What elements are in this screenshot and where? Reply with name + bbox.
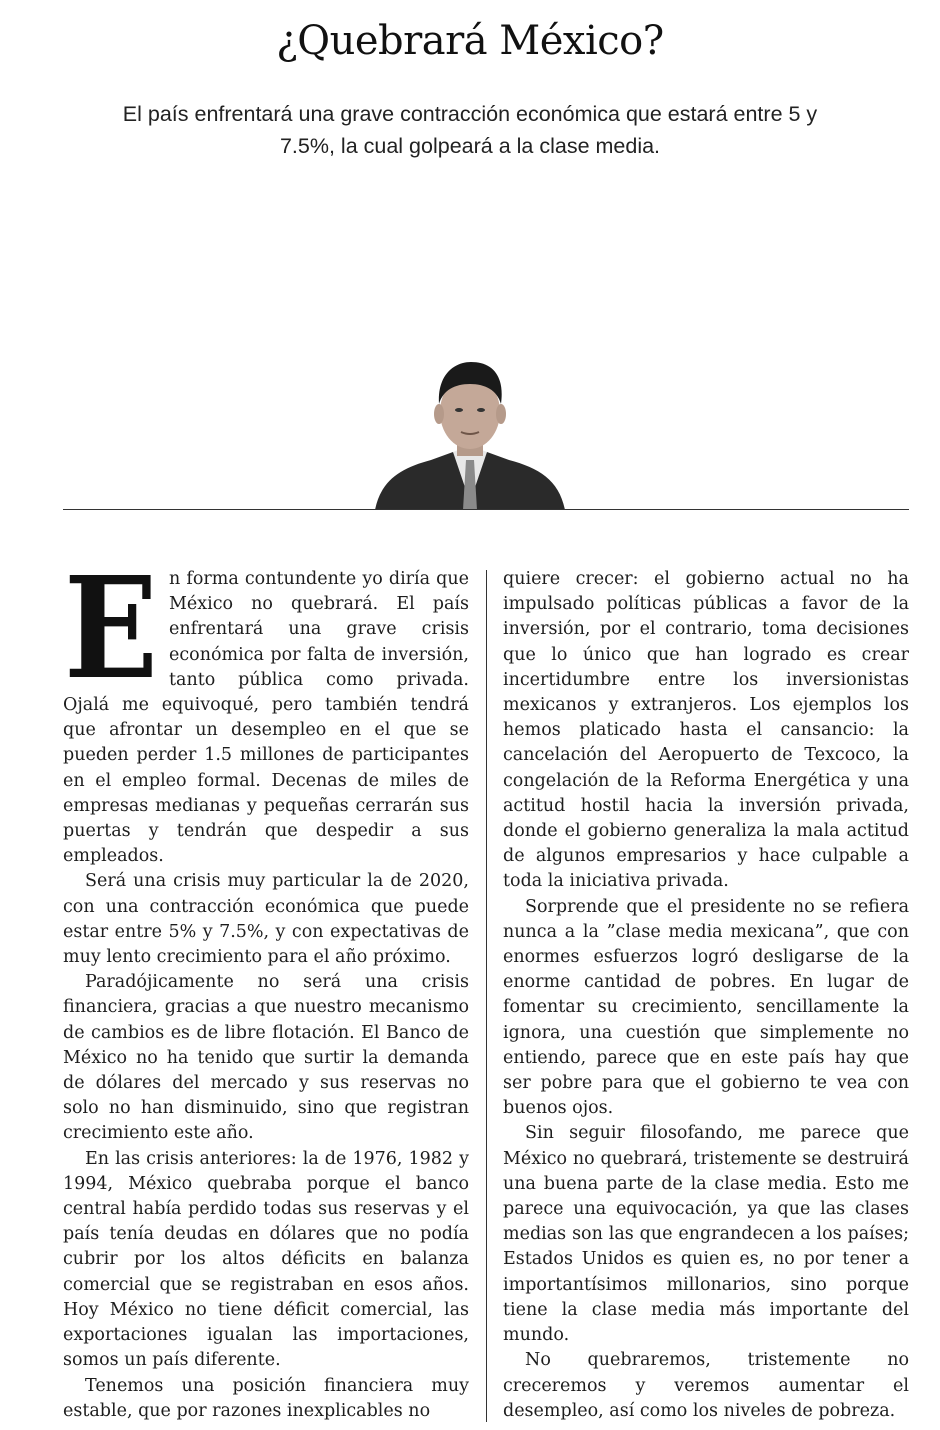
paragraph: quiere crecer: el gobierno actual no ha impulsado políticas públicas a favor de la inversión, por el contrario, toma decisiones que lo único que han logrado es crear incertidumbre entre los inversionistas mexicanos y extranjeros. Los ejemplos los hemos platicado hasta el cansancio: la cancelación del Aeropuerto de Texcoco, la congelación de la Reforma Energética y una actitud hostil hacia la inversión privada, donde el gobierno generaliza la mala actitud de algunos empresarios y hace culpable a toda la iniciativa privada. (503, 569, 909, 892)
paragraph: Sin seguir filosofando, me parece que México no quebrará, tristemente se destruirá una buena parte de la clase media. Esto me parece una equivocación, ya que las clases medias son las que engrandecen a los países; Estados Unidos es quien es, no por tener a importantísimos millonarios, sino porque tiene la clase media más importante del mundo. (503, 1123, 909, 1346)
article-subtitle: El país enfrentará una grave contracción económica que estará entre 5 y 7.5%, la cual golpeará a la clase media. (122, 102, 818, 158)
article-title: ¿Quebrará México? (276, 18, 664, 64)
paragraph: En las crisis anteriores: la de 1976, 1982 y 1994, México quebraba porque el banco central había perdido todas sus reservas y el país tenía deudas en dólares que no podía cubrir por los altos déficits en balanza comercial que se registraban en esos años. Hoy México no tiene déficit comercial, las exportaciones igualan las importaciones, somos un país diferente. (63, 1148, 469, 1371)
paragraph: Será una crisis muy particular la de 2020, con una contracción económica que puede estar entre 5% y 7.5%, y con expectativas de muy lento crecimiento para el año próximo. (63, 871, 469, 968)
drop-cap (63, 547, 159, 711)
header-rule (63, 509, 909, 510)
article-column-right (503, 567, 909, 1424)
column-divider (486, 570, 487, 1422)
paragraph: n forma contundente yo diría que México no quebrará. El país enfrentará una grave crisis económica por falta de inversión, tanto pública como privada. Ojalá me equivoqué, pero también tendrá que afrontar un desempleo en el que se pueden perder 1.5 millones de participantes en el empleo formal. Decenas de miles de empresas medianas y pequeñas cerrarán sus puertas y tendrán que despedir a sus empleados. (63, 569, 469, 867)
article-column-left (63, 547, 469, 1424)
paragraph: No quebraremos, tristemente no creceremos y veremos aumentar el desempleo, así como los niveles de pobreza. (503, 1350, 909, 1421)
author-portrait (373, 352, 567, 510)
drop-cap-letter: E (64, 547, 158, 711)
paragraph: Paradójicamente no será una crisis financiera, gracias a que nuestro mecanismo de cambios es de libre flotación. El Banco de México no ha tenido que surtir la demanda de dólares del mercado y sus reservas no solo no han disminuido, sino que registran crecimiento este año. (63, 972, 469, 1144)
paragraph: Tenemos una posición financiera muy estable, que por razones inexplicables no (63, 1375, 469, 1421)
paragraph: Sorprende que el presidente no se refiera nunca a la ”clase media mexicana”, que con enormes esfuerzos logró desligarse de la enorme cantidad de pobres. En lugar de fomentar su crecimiento, sencillamente la ignora, una cuestión que simplemente no entiendo, parece que en este país hay que ser pobre para que el gobierno te vea con buenos ojos. (503, 896, 909, 1119)
